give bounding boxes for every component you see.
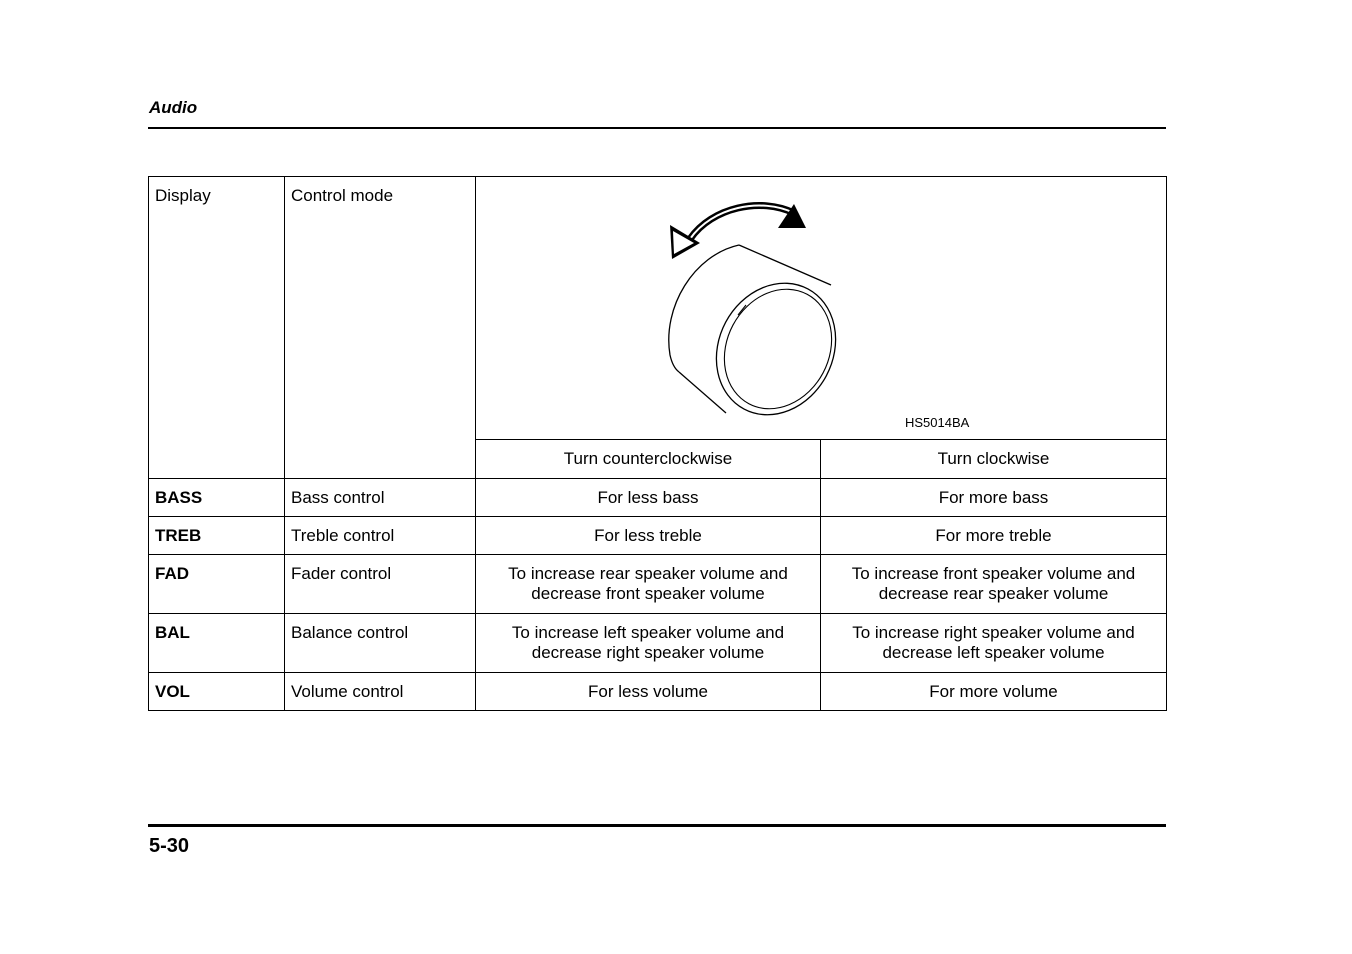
rotary-knob-illustration [476, 177, 1166, 439]
row-mode-volume: Volume control [285, 673, 476, 711]
row-ccw-volume: For less volume [476, 673, 821, 711]
figure-code-label: HS5014BA [905, 415, 970, 430]
row-display-balance: BAL [149, 614, 285, 673]
row-cw-volume: For more volume [821, 673, 1167, 711]
table-row-volume [149, 673, 1167, 711]
row-mode-balance: Balance control [285, 614, 476, 673]
column-header-counterclockwise: Turn counterclockwise [476, 440, 821, 479]
row-display-fader: FAD [149, 555, 285, 614]
row-mode-bass: Bass control [285, 479, 476, 517]
row-ccw-treble: For less treble [476, 517, 821, 555]
page-number: 5-30 [149, 835, 190, 857]
audio-control-table [148, 176, 1167, 711]
table-row-bass [149, 479, 1167, 517]
row-mode-fader: Fader control [285, 555, 476, 614]
row-ccw-bass: For less bass [476, 479, 821, 517]
row-display-bass: BASS [149, 479, 285, 517]
row-display-volume: VOL [149, 673, 285, 711]
column-header-control-mode: Control mode [285, 177, 476, 479]
table-row-fader [149, 555, 1167, 614]
row-display-treble: TREB [149, 517, 285, 555]
table-header-row [149, 177, 1167, 440]
column-header-clockwise: Turn clockwise [821, 440, 1167, 479]
row-cw-fader: To increase front speaker volume and decrease rear speaker volume [821, 555, 1167, 614]
header-divider [148, 127, 1166, 129]
row-cw-treble: For more treble [821, 517, 1167, 555]
row-mode-treble: Treble control [285, 517, 476, 555]
footer-divider [148, 824, 1166, 827]
row-ccw-balance: To increase left speaker volume and decrease right speaker volume [476, 614, 821, 673]
section-title: Audio [149, 98, 198, 117]
column-header-display: Display [149, 177, 285, 479]
row-cw-balance: To increase right speaker volume and decrease left speaker volume [821, 614, 1167, 673]
table-row-balance [149, 614, 1167, 673]
row-cw-bass: For more bass [821, 479, 1167, 517]
table-row-treble [149, 517, 1167, 555]
row-ccw-fader: To increase rear speaker volume and decrease front speaker volume [476, 555, 821, 614]
knob-figure-cell [476, 177, 1167, 440]
